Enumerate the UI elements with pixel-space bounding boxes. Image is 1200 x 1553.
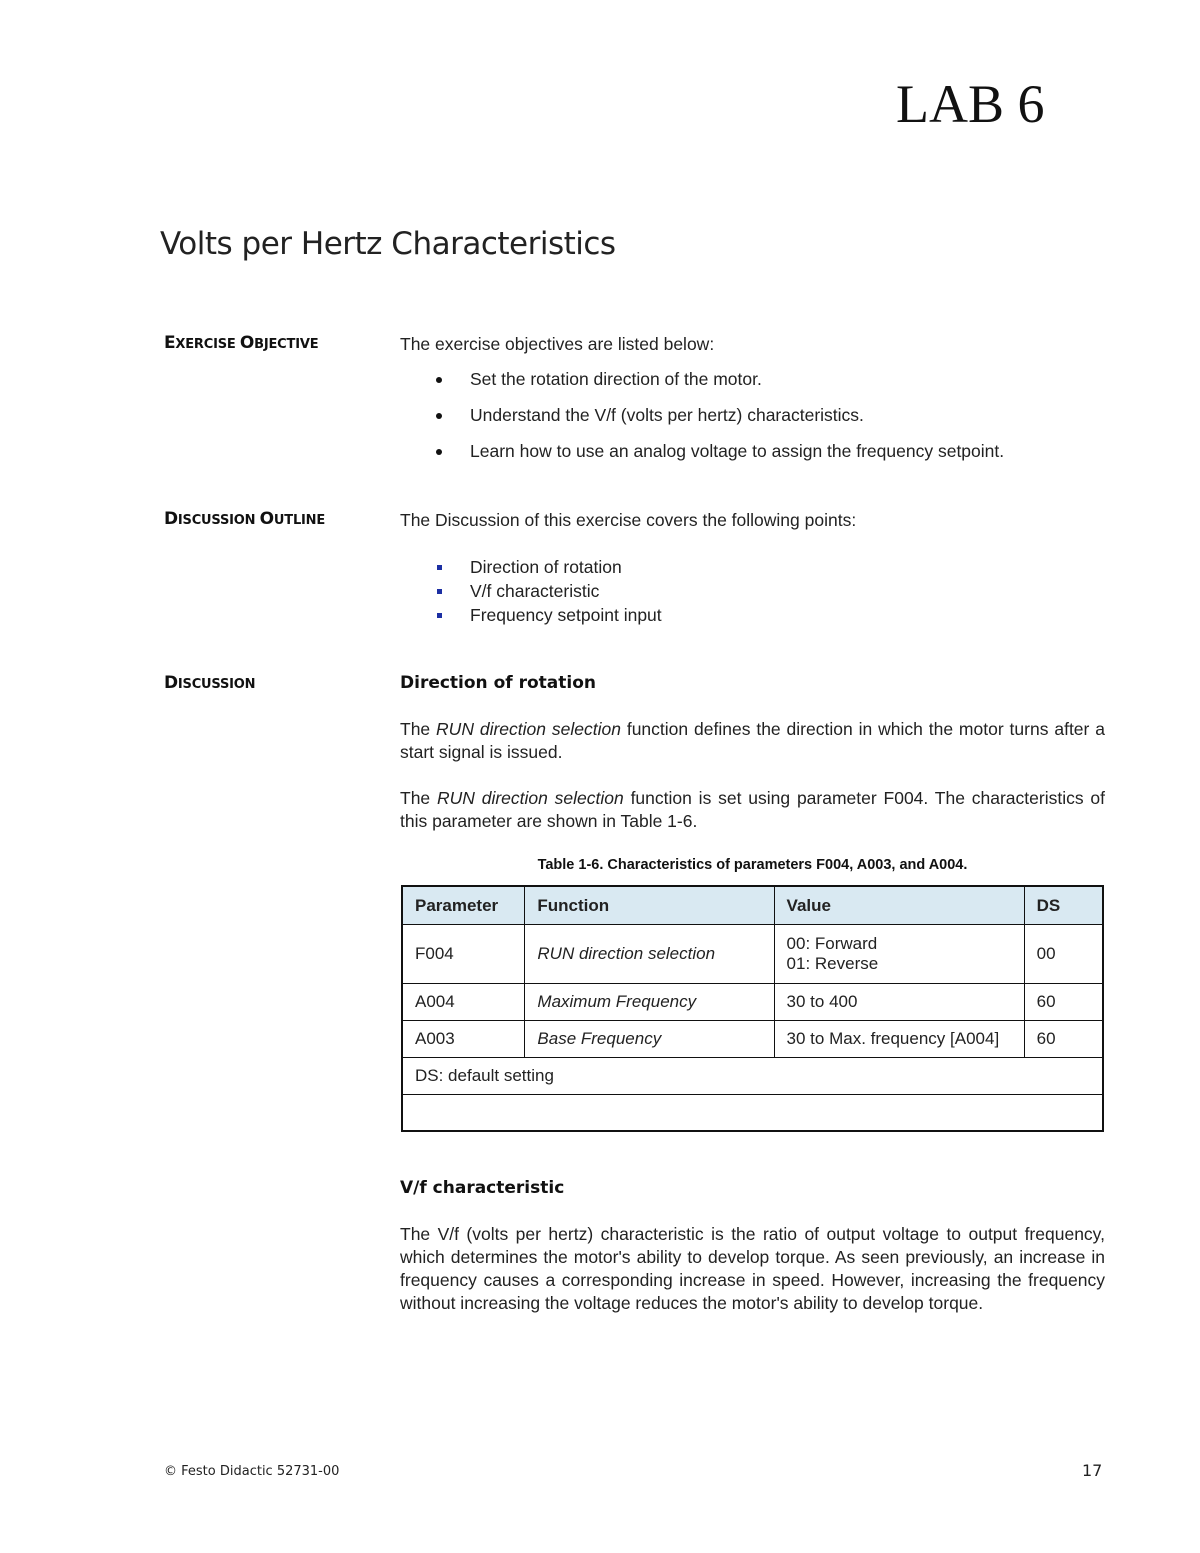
text-italic: RUN direction selection (436, 788, 624, 808)
column-header: Parameter (402, 886, 525, 925)
list-item: Frequency setpoint input (400, 604, 662, 628)
table-header-row (402, 886, 1103, 925)
heading-smallcaps: UTLINE (273, 513, 326, 528)
text-italic: RUN direction selection (436, 719, 621, 739)
list-item: Set the rotation direction of the motor. (400, 368, 1004, 404)
text-run: The (400, 719, 437, 739)
table-note: DS: default setting (402, 1058, 1103, 1095)
text-run: function defines the direction in which the motor turns after a start signal is issued. (400, 719, 1105, 762)
heading-initial: O (239, 333, 255, 353)
paragraph-run-direction (400, 718, 1105, 764)
objective-list (400, 368, 1004, 476)
cell-ds: 00 (1024, 925, 1103, 984)
cell-ds: 60 (1024, 984, 1103, 1021)
cell-value: 30 to Max. frequency [A004] (774, 1021, 1024, 1058)
cell-value: 30 to 400 (774, 984, 1024, 1021)
section-title-vf: V/f characteristic (400, 1178, 565, 1198)
cell-parameter: A003 (402, 1021, 525, 1058)
value-line: 00: Forward (786, 934, 878, 953)
list-item: Learn how to use an analog voltage to assign the frequency setpoint. (400, 440, 1004, 476)
heading-initial: O (259, 509, 274, 529)
value-line: 01: Reverse (786, 954, 879, 973)
table-empty-cell (402, 1095, 1103, 1132)
page-title: Volts per Hertz Characteristics (160, 226, 616, 262)
outline-list (400, 556, 662, 628)
text-run: function is set using parameter F004. The characteristics of this parameter are shown in Table 1-6. (400, 788, 1105, 831)
table-row (402, 1021, 1103, 1058)
cell-function: RUN direction selection (525, 925, 774, 984)
cell-ds: 60 (1024, 1021, 1103, 1058)
table-note-row (402, 1058, 1103, 1095)
heading-smallcaps: ISCUSSION (177, 513, 260, 528)
discussion-heading (164, 673, 255, 695)
heading-initial: D (164, 509, 178, 529)
table-empty-row (402, 1095, 1103, 1132)
heading-initial: E (164, 333, 176, 353)
outline-intro: The Discussion of this exercise covers the following points: (400, 510, 857, 530)
list-item: Direction of rotation (400, 556, 662, 580)
cell-parameter: F004 (402, 925, 525, 984)
list-item: Understand the V/f (volts per hertz) characteristics. (400, 404, 1004, 440)
column-header: DS (1024, 886, 1103, 925)
paragraph-parameter (400, 787, 1105, 833)
objective-intro: The exercise objectives are listed below: (400, 334, 715, 354)
text-run: The (400, 788, 437, 808)
cell-parameter: A004 (402, 984, 525, 1021)
cell-function: Base Frequency (525, 1021, 774, 1058)
lab-label: LAB 6 (896, 74, 1045, 134)
footer-copyright: © Festo Didactic 52731-00 (164, 1464, 340, 1479)
table-row (402, 984, 1103, 1021)
page-number: 17 (1082, 1461, 1103, 1480)
heading-smallcaps: BJECTIVE (254, 337, 319, 352)
paragraph-vf: The V/f (volts per hertz) characteristic is the ratio of output voltage to output frequency, which determines the motor's ability to develop torque. As seen previously, an increase in frequency causes a corresponding increase in speed. However, increasing the frequency without increasing the voltage reduces the motor's ability to develop torque. (400, 1224, 1105, 1313)
table-caption: Table 1-6. Characteristics of parameters F004, A003, and A004. (537, 857, 968, 873)
discussion-outline-heading (164, 509, 325, 531)
parameter-table (401, 885, 1104, 1132)
exercise-objective-heading (164, 333, 318, 355)
heading-initial: D (164, 673, 178, 693)
heading-smallcaps: XERCISE (175, 337, 240, 352)
column-header: Function (525, 886, 774, 925)
cell-value (774, 925, 1024, 984)
list-item: V/f characteristic (400, 580, 662, 604)
section-title-direction: Direction of rotation (400, 673, 596, 693)
column-header: Value (774, 886, 1024, 925)
cell-function: Maximum Frequency (525, 984, 774, 1021)
heading-smallcaps: ISCUSSION (177, 677, 256, 692)
table-row (402, 925, 1103, 984)
